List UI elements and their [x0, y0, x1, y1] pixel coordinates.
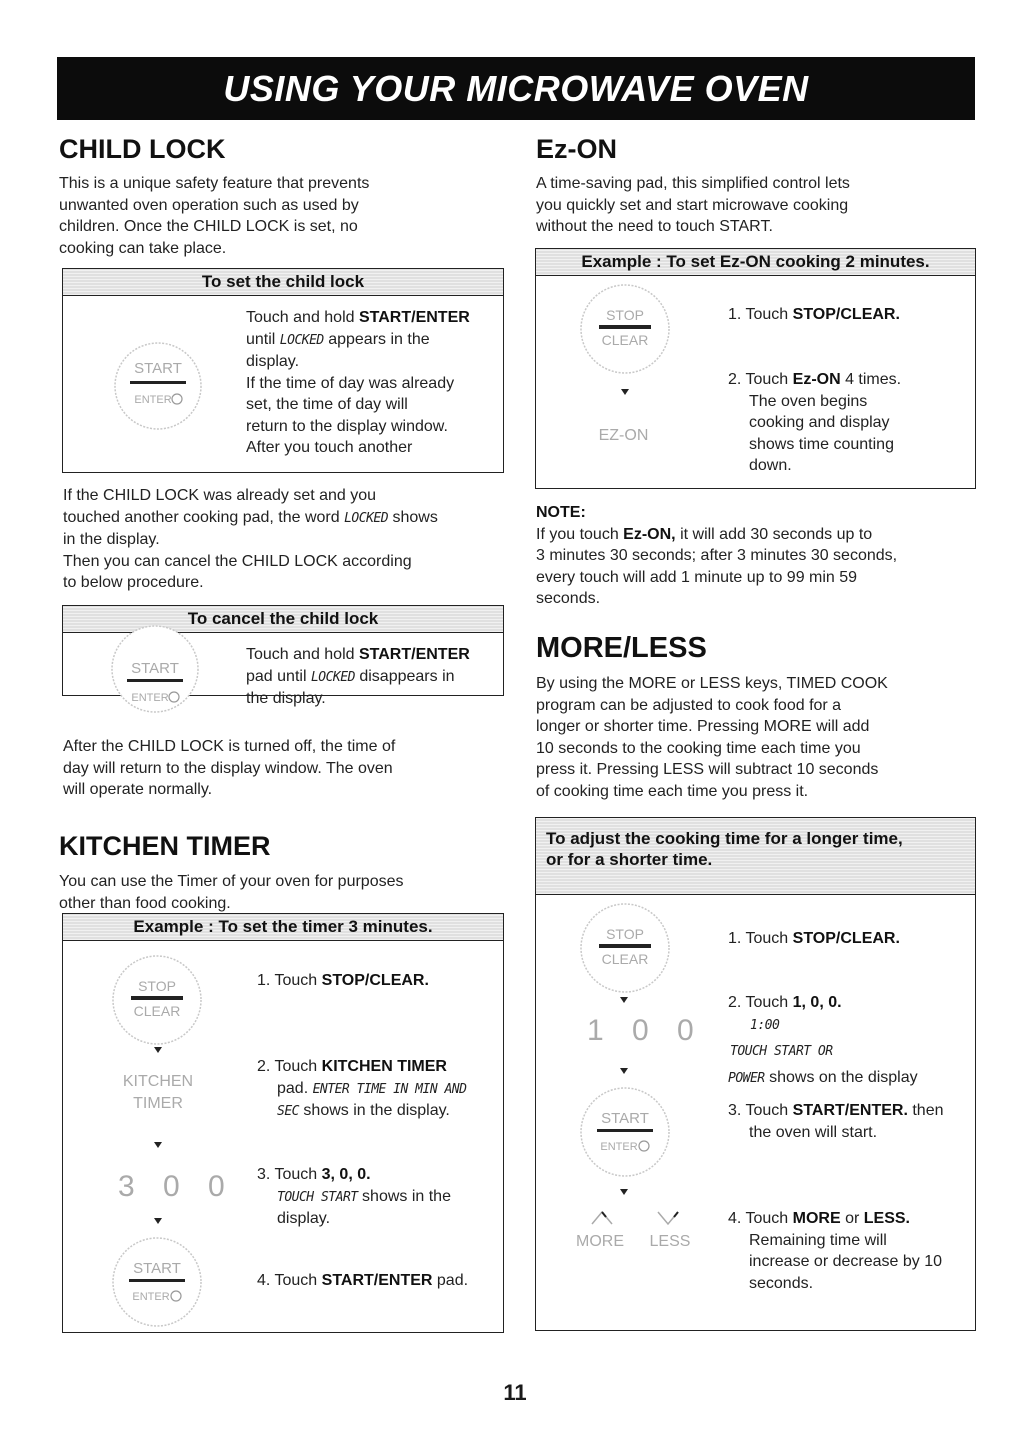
kitchen-timer-example-box	[62, 913, 504, 1333]
cancel-child-lock-instructions: Touch and hold START/ENTER pad until LOCKED disappears in the display.	[246, 646, 470, 707]
svg-text:START: START	[134, 360, 182, 377]
svg-text:STOP: STOP	[606, 307, 644, 323]
set-child-lock-instructions: Touch and hold START/ENTER until LOCKED appears in the display. If the time of day was already set, the time of day will return to the display window. After you touch another	[246, 309, 470, 456]
set-child-lock-box	[62, 268, 504, 473]
start-enter-pad-icon	[113, 341, 203, 431]
ezon-example-heading: Example : To set Ez-ON cooking 2 minutes.	[536, 249, 975, 276]
svg-text:STOP: STOP	[138, 978, 176, 994]
svg-text:ENTER: ENTER	[134, 394, 172, 406]
kitchen-timer-step-3: 3. Touch 3, 0, 0. TOUCH START shows in the display.	[257, 1166, 451, 1227]
digits-1-0-0: 1 0 0	[587, 1014, 704, 1047]
ezon-intro: A time-saving pad, this simplified control lets you quickly set and start microwave cooking without the need to touch START.	[536, 175, 850, 235]
svg-text:ENTER: ENTER	[131, 692, 169, 704]
down-arrow-icon	[621, 389, 629, 395]
start-enter-pad-icon	[579, 1086, 671, 1178]
down-arrow-icon	[620, 997, 628, 1003]
moreless-example-box	[535, 817, 976, 1331]
moreless-step-4: 4. Touch MORE or LESS. Remaining time will increase or decrease by 10 seconds.	[728, 1210, 942, 1292]
svg-text:MORE: MORE	[576, 1233, 624, 1250]
stop-clear-pad-icon	[111, 954, 203, 1046]
child-lock-title: CHILD LOCK	[59, 134, 226, 164]
ezon-example-box	[535, 248, 976, 489]
start-enter-pad-icon	[110, 624, 200, 714]
down-arrow-icon	[154, 1047, 162, 1053]
down-arrow-icon	[154, 1142, 162, 1148]
stop-clear-pad-icon	[579, 902, 671, 994]
ezon-title: Ez-ON	[536, 134, 617, 164]
kitchen-timer-pad: KITCHEN TIMER	[122, 1073, 194, 1112]
svg-text:STOP: STOP	[606, 926, 644, 942]
down-arrow-icon	[620, 1068, 628, 1074]
stop-clear-pad-icon	[579, 283, 671, 375]
svg-text:ENTER: ENTER	[600, 1141, 638, 1153]
kitchen-timer-step-2: 2. Touch KITCHEN TIMER pad. ENTER TIME IN MIN AND SEC shows in the display.	[257, 1058, 467, 1119]
moreless-step-2: 2. Touch 1, 0, 0. 1:00 TOUCH START OR POWER shows on the display	[728, 994, 918, 1086]
page-banner: USING YOUR MICROWAVE OVEN	[57, 57, 975, 120]
moreless-intro: By using the MORE or LESS keys, TIMED COOK program can be adjusted to cook food for a longer or shorter time. Pressing MORE will add 10 seconds to the cooking time each time you press it. Pressing LESS will subtract 10 seconds of cooking time each time you press it.	[536, 675, 888, 800]
child-lock-mid-text: If the CHILD LOCK was already set and you touched another cooking pad, the word LOCKED shows in the display. Then you can cancel the CHILD LOCK according to below procedure.	[63, 487, 438, 591]
kitchen-timer-title: KITCHEN TIMER	[59, 831, 271, 861]
kitchen-timer-step-1: 1. Touch STOP/CLEAR.	[257, 972, 429, 989]
kitchen-timer-intro: You can use the Timer of your oven for purposes other than food cooking.	[59, 873, 404, 912]
svg-text:CLEAR: CLEAR	[133, 1003, 181, 1019]
child-lock-after-text: After the CHILD LOCK is turned off, the time of day will return to the display window. The oven will operate normally.	[63, 738, 396, 798]
set-child-lock-heading: To set the child lock	[63, 269, 503, 296]
moreless-step-1: 1. Touch STOP/CLEAR.	[728, 930, 900, 947]
svg-text:START: START	[133, 1260, 181, 1277]
svg-text:LESS: LESS	[649, 1233, 691, 1250]
cancel-child-lock-box	[62, 605, 504, 707]
cancel-child-lock-heading: To cancel the child lock	[63, 606, 503, 633]
kitchen-timer-example-heading: Example : To set the timer 3 minutes.	[63, 914, 503, 941]
kitchen-timer-step-4: 4. Touch START/ENTER pad.	[257, 1272, 469, 1289]
child-lock-intro: This is a unique safety feature that prevents unwanted oven operation such as used by children. Once the CHILD LOCK is set, no cooking can take place.	[59, 175, 370, 257]
svg-text:ENTER: ENTER	[132, 1291, 170, 1303]
svg-text:START: START	[601, 1110, 649, 1127]
moreless-example-heading: To adjust the cooking time for a longer time, or for a shorter time.	[536, 818, 975, 895]
svg-text:START: START	[131, 660, 179, 677]
svg-text:CLEAR: CLEAR	[601, 332, 649, 348]
start-enter-pad-icon	[111, 1236, 203, 1328]
down-arrow-icon	[154, 1218, 162, 1224]
ezon-pad: EZ-ON	[598, 427, 649, 444]
more-less-pads-icon	[558, 1206, 708, 1251]
ezon-note: NOTE: If you touch Ez-ON, it will add 30 seconds up to 3 minutes 30 seconds; after 3 minutes 30 seconds, every touch will add 1 minute up to 99 min 59 seconds.	[536, 504, 898, 607]
digits-3-0-0: 3 0 0	[118, 1170, 235, 1203]
down-arrow-icon	[620, 1189, 628, 1195]
moreless-step-3: 3. Touch START/ENTER. then the oven will start.	[728, 1102, 944, 1141]
ezon-step-1: 1. Touch STOP/CLEAR.	[728, 306, 900, 323]
moreless-title: MORE/LESS	[536, 632, 707, 664]
svg-text:CLEAR: CLEAR	[601, 951, 649, 967]
page-number: 11	[503, 1380, 527, 1405]
ezon-step-2: 2. Touch Ez-ON 4 times. The oven begins cooking and display shows time counting down.	[728, 371, 902, 474]
